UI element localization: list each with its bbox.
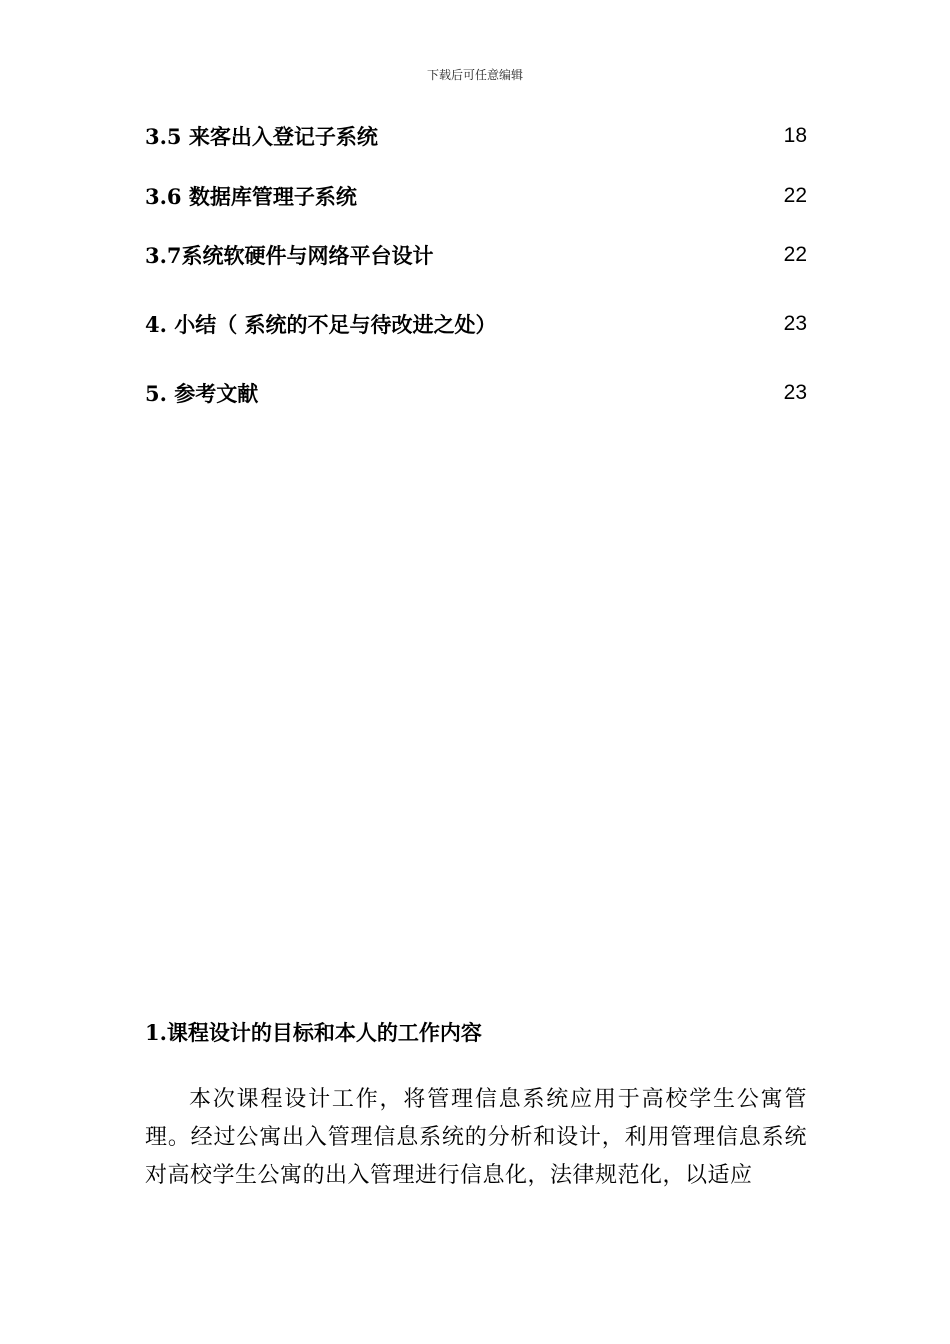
toc-entry	[145, 240, 807, 270]
toc-entry-page: 23	[783, 312, 807, 335]
toc-entry-page: 22	[783, 243, 807, 266]
toc-entry-page: 23	[783, 381, 807, 404]
section-1	[145, 1015, 807, 1188]
toc-entry-page: 22	[783, 184, 807, 207]
toc-entry	[145, 181, 807, 211]
page-header-note: 下载后可任意编辑	[426, 68, 523, 82]
section-heading: 1.课程设计的目标和本人的工作内容	[145, 1020, 482, 1045]
toc-entry	[145, 121, 807, 151]
toc-entry-label: 3.7系统软硬件与网络平台设计	[145, 243, 434, 268]
toc-entry-label: 3.6 数据库管理子系统	[145, 184, 357, 209]
toc-entry-label: 3.5 来客出入登记子系统	[145, 124, 378, 149]
toc-entry	[145, 309, 807, 339]
toc-entry-label: 4. 小结（ 系统的不足与待改进之处）	[145, 312, 497, 337]
toc-entry-label: 5. 参考文献	[145, 381, 259, 406]
toc-entry	[145, 378, 807, 408]
toc-entry-page: 18	[783, 124, 807, 147]
section-body-paragraph: 本次课程设计工作，将管理信息系统应用于高校学生公寓管理。经过公寓出入管理信息系统的分析和设计，利用管理信息系统对高校学生公寓的出入管理进行信息化，法律规范化，以适应	[145, 1087, 807, 1188]
